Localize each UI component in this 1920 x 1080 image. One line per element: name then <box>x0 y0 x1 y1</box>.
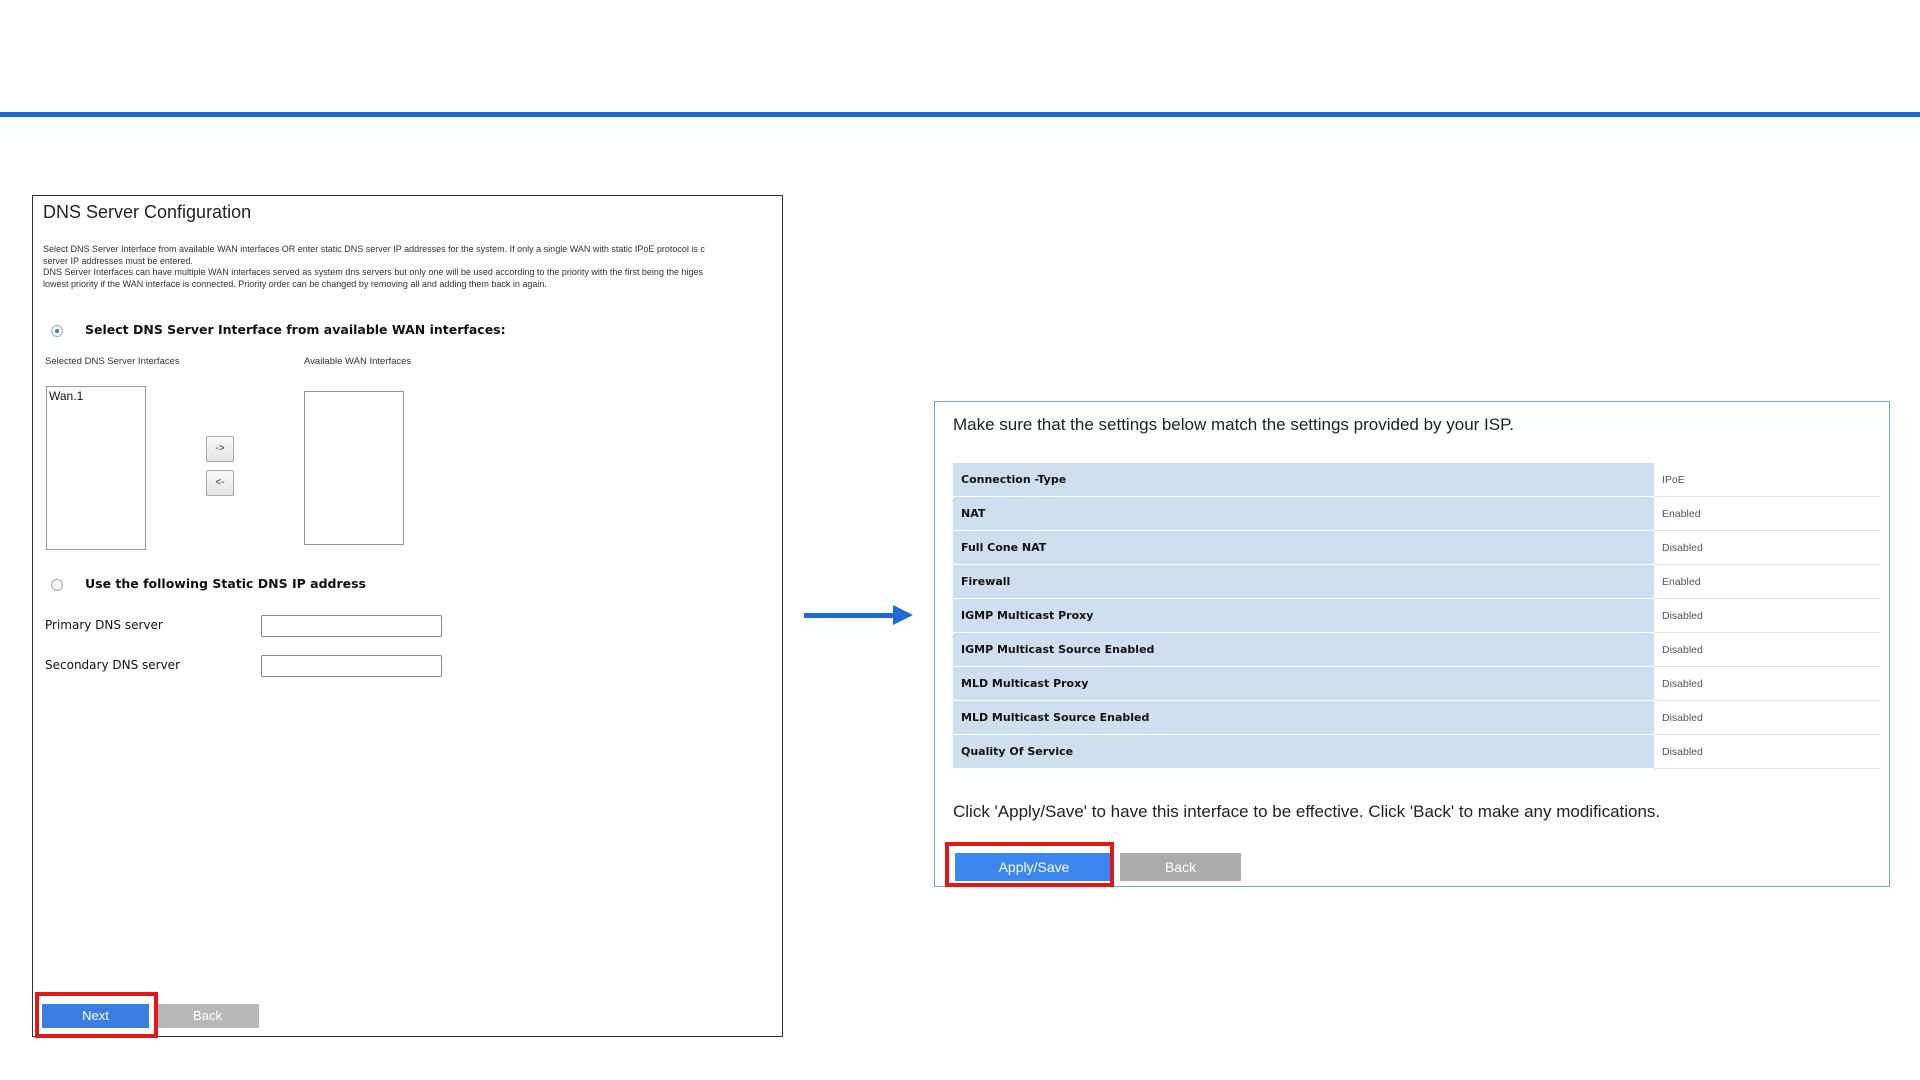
summary-back-button[interactable]: Back <box>1120 853 1241 881</box>
row-value: Disabled <box>1654 701 1881 735</box>
table-row <box>953 633 1880 667</box>
next-highlight-box <box>35 992 158 1038</box>
table-row <box>953 565 1880 599</box>
row-key: IGMP Multicast Proxy <box>953 599 1654 633</box>
row-value: Disabled <box>1654 599 1881 633</box>
row-value: Enabled <box>1654 497 1881 531</box>
list-item-wan1[interactable]: Wan.1 <box>49 389 84 403</box>
move-right-button[interactable]: -> <box>206 436 234 462</box>
primary-dns-label: Primary DNS server <box>45 618 163 632</box>
top-divider-line <box>0 112 1920 117</box>
table-row <box>953 735 1880 769</box>
row-key: Quality Of Service <box>953 735 1654 769</box>
secondary-dns-label: Secondary DNS server <box>45 658 180 672</box>
row-value: Disabled <box>1654 667 1881 701</box>
table-row <box>953 497 1880 531</box>
next-button[interactable]: Next <box>42 1004 149 1028</box>
dns-back-button[interactable]: Back <box>156 1004 259 1028</box>
row-value: Disabled <box>1654 633 1881 667</box>
summary-outro: Click 'Apply/Save' to have this interface to be effective. Click 'Back' to make any modifications. <box>953 802 1661 821</box>
row-key: Connection -Type <box>953 463 1654 497</box>
move-left-button[interactable]: <- <box>206 470 234 496</box>
radio-static-dns[interactable] <box>51 579 63 591</box>
apply-highlight-box <box>945 842 1114 887</box>
row-key: MLD Multicast Proxy <box>953 667 1654 701</box>
row-key: NAT <box>953 497 1654 531</box>
row-key: Firewall <box>953 565 1654 599</box>
row-key: IGMP Multicast Source Enabled <box>953 633 1654 667</box>
table-row <box>953 463 1880 497</box>
table-row <box>953 667 1880 701</box>
summary-table <box>953 463 1880 769</box>
table-row <box>953 701 1880 735</box>
right-arrow-icon <box>804 613 896 618</box>
primary-dns-input[interactable] <box>261 615 442 637</box>
available-interfaces-label: Available WAN Interfaces <box>304 356 412 367</box>
row-value: Disabled <box>1654 735 1881 769</box>
right-arrow-head <box>893 605 913 625</box>
dns-config-panel <box>32 195 783 1037</box>
wan-summary-panel <box>934 401 1890 887</box>
available-interfaces-list[interactable] <box>304 391 404 545</box>
dns-config-title: DNS Server Configuration <box>43 202 252 222</box>
apply-save-button[interactable]: Apply/Save <box>955 853 1113 881</box>
radio-wan-interface[interactable] <box>51 325 63 337</box>
row-key: MLD Multicast Source Enabled <box>953 701 1654 735</box>
row-value: IPoE <box>1654 463 1881 497</box>
dns-config-description: Select DNS Server Interface from available WAN interfaces OR enter static DNS server IP addresses for the system. If only a single WAN with static IPoE protocol is c server IP addresses must be entered. DNS Server Interfaces can have multiple WAN interfaces served as system dns servers but only one will be used according to the priority with the first being the higes lowest priority if the WAN interface is connected. Priority order can be changed by removing all and adding them back in again. <box>43 244 705 289</box>
selected-interfaces-label: Selected DNS Server Interfaces <box>45 356 180 367</box>
row-value: Enabled <box>1654 565 1881 599</box>
table-row <box>953 599 1880 633</box>
selected-interfaces-list[interactable] <box>46 386 146 550</box>
option-wan-label: Select DNS Server Interface from available WAN interfaces: <box>85 322 506 337</box>
secondary-dns-input[interactable] <box>261 655 442 677</box>
row-key: Full Cone NAT <box>953 531 1654 565</box>
table-row <box>953 531 1880 565</box>
summary-intro: Make sure that the settings below match the settings provided by your ISP. <box>953 415 1514 434</box>
row-value: Disabled <box>1654 531 1881 565</box>
option-static-label: Use the following Static DNS IP address <box>85 576 366 591</box>
